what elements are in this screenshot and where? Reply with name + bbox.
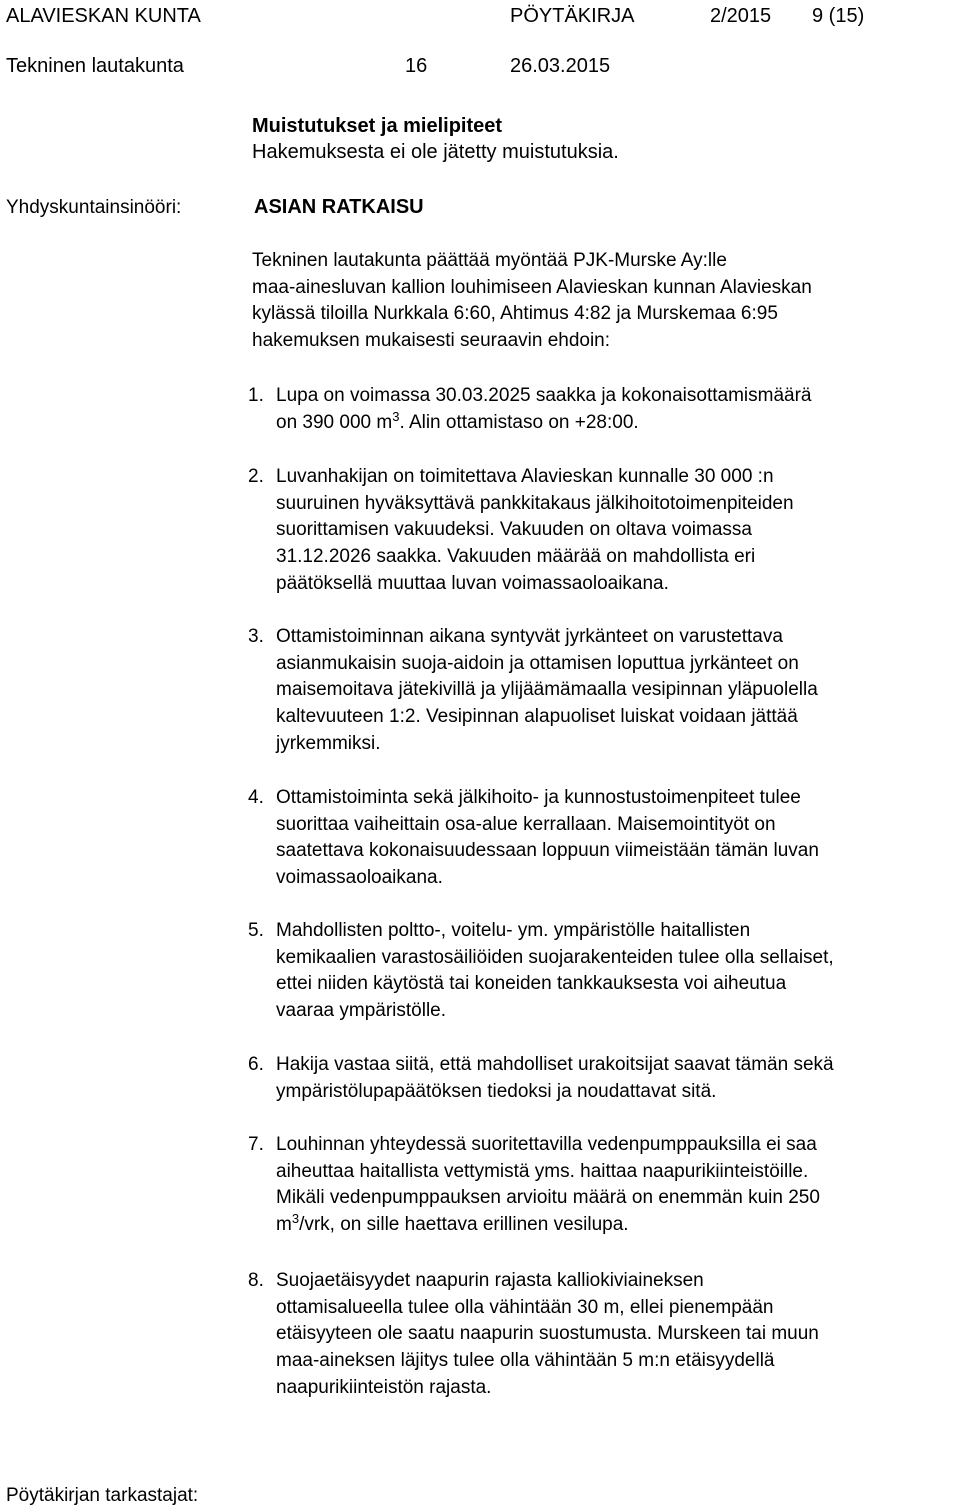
page-number: 9 (15) xyxy=(812,5,865,27)
proposer-label: Yhdyskuntainsinööri: xyxy=(6,197,182,218)
objections-text: Hakemuksesta ei ole jätetty muistutuksia. xyxy=(252,141,619,163)
condition-line: kaltevuuteen 1:2. Vesipinnan alapuoliset luiskat voidaan jättää xyxy=(276,706,798,728)
intro-line: maa-ainesluvan kallion louhimiseen Alavieskan kunnan Alavieskan xyxy=(252,276,812,298)
condition-line: jyrkemmiksi. xyxy=(276,732,381,754)
org-name: ALAVIESKAN KUNTA xyxy=(6,5,201,27)
condition-line: päätöksellä muuttaa luvan voimassaoloaikana. xyxy=(276,572,669,594)
condition-line: Louhinnan yhteydessä suoritettavilla vedenpumppauksilla ei saa xyxy=(276,1134,817,1155)
condition-line: ottamisalueella tulee olla vähintään 30 m, ellei pienempään xyxy=(276,1296,774,1318)
condition-line: suorittaa vaiheittain osa-alue kerrallaan. Maisemointityöt on xyxy=(276,813,776,835)
condition-3 xyxy=(248,624,958,758)
condition-line: $m^3$/vrk, on sille haettava erillinen vesilupa. xyxy=(276,1211,629,1236)
condition-6 xyxy=(248,1052,958,1105)
section-number: 16 xyxy=(405,55,428,77)
condition-number: 1. xyxy=(248,385,264,406)
condition-2 xyxy=(248,464,958,598)
condition-line: ettei niiden käytöstä tai koneiden tankkauksesta voi aiheutua xyxy=(276,973,787,995)
condition-line: Mikäli vedenpumppauksen arvioitu määrä on enemmän kuin 250 xyxy=(276,1187,820,1209)
condition-line: etäisyyteen ole saatu naapurin suostumusta. Murskeen tai muun xyxy=(276,1323,819,1345)
committee-name: Tekninen lautakunta xyxy=(6,55,184,77)
condition-number: 2. xyxy=(248,466,264,487)
condition-line: Ottamistoiminnan aikana syntyvät jyrkänteet on varustettava xyxy=(276,626,783,647)
condition-line: suorittamisen vakuudeksi. Vakuuden on oltava voimassa xyxy=(276,519,752,541)
condition-line: maa-aineksen läjitys tulee olla vähintään 5 m:n etäisyydellä xyxy=(276,1350,775,1372)
condition-line: saatettava kokonaisuudessaan loppuun viimeistään tämän luvan xyxy=(276,840,819,862)
condition-line: Hakija vastaa siitä, että mahdolliset urakoitsijat saavat tämän sekä xyxy=(276,1054,834,1075)
intro-line: Tekninen lautakunta päättää myöntää PJK-Murske Ay:lle xyxy=(252,250,727,271)
condition-line: Suojaetäisyydet naapurin rajasta kalliokiviaineksen xyxy=(276,1270,704,1291)
meeting-date: 26.03.2015 xyxy=(510,55,611,77)
intro-line: hakemuksen mukaisesti seuraavin ehdoin: xyxy=(252,330,611,352)
condition-number: 4. xyxy=(248,787,264,808)
condition-line: 31.12.2026 saakka. Vakuuden määrää on mahdollista eri xyxy=(276,546,756,568)
condition-8 xyxy=(248,1268,958,1402)
doc-type: PÖYTÄKIRJA xyxy=(510,5,635,27)
condition-line: maisemoitava jätekivillä ja ylijäämämaalla vesipinnan yläpuolella xyxy=(276,679,818,701)
condition-line: voimassaoloaikana. xyxy=(276,867,443,889)
condition-line: ympäristölupapäätöksen tiedoksi ja noudattavat sitä. xyxy=(276,1080,717,1102)
condition-number: 8. xyxy=(248,1270,264,1291)
condition-number: 3. xyxy=(248,626,264,647)
condition-line: aiheuttaa haitallista vettymistä yms. haittaa naapurikiinteistöille. xyxy=(276,1160,809,1182)
condition-line: asianmukaisin suoja-aidoin ja ottamisen loputtua jyrkänteet on xyxy=(276,652,799,674)
condition-number: 5. xyxy=(248,920,264,941)
condition-1 xyxy=(248,383,958,436)
condition-5 xyxy=(248,918,958,1025)
condition-line: Ottamistoiminta sekä jälkihoito- ja kunnostustoimenpiteet tulee xyxy=(276,787,801,808)
condition-line: Luvanhakijan on toimitettava Alavieskan kunnalle 30 000 :n xyxy=(276,466,774,487)
condition-4 xyxy=(248,785,958,892)
reviewers-label: Pöytäkirjan tarkastajat: xyxy=(6,1485,199,1506)
condition-number: 6. xyxy=(248,1054,264,1075)
doc-number: 2/2015 xyxy=(710,5,772,27)
condition-line: Mahdollisten poltto-, voitelu- ym. ympäristölle haitallisten xyxy=(276,920,751,941)
condition-line: vaaraa ympäristölle. xyxy=(276,1000,447,1022)
condition-line: kemikaalien varastosäiliöiden suojarakenteiden tulee olla sellaiset, xyxy=(276,946,834,968)
condition-7 xyxy=(248,1132,958,1239)
decision-heading: ASIAN RATKAISU xyxy=(254,196,424,218)
condition-line: Lupa on voimassa 30.03.2025 saakka ja kokonaisottamismäärä xyxy=(276,385,812,406)
condition-line: naapurikiinteistön rajasta. xyxy=(276,1376,492,1398)
condition-line: suuruinen hyväksyttävä pankkitakaus jälkihoitotoimenpiteiden xyxy=(276,492,794,514)
condition-line: on 390 000 $m^3$. Alin ottamistaso on +28:00. xyxy=(276,408,639,433)
intro-line: kylässä tiloilla Nurkkala 6:60, Ahtimus 4:82 ja Murskemaa 6:95 xyxy=(252,303,778,325)
objections-heading: Muistutukset ja mielipiteet xyxy=(252,115,503,137)
condition-number: 7. xyxy=(248,1134,264,1155)
decision-intro xyxy=(252,248,957,355)
